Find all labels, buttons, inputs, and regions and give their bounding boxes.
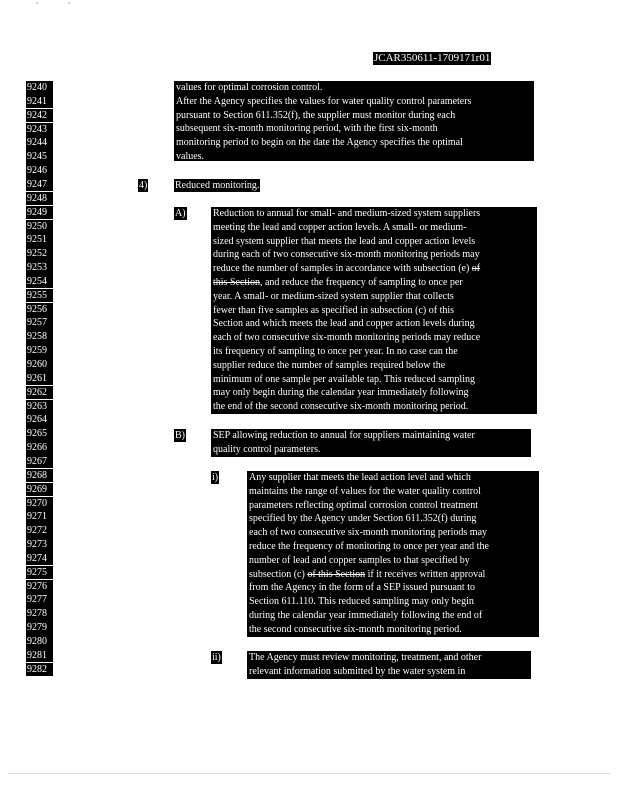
line-number: 9271 bbox=[26, 510, 53, 524]
scan-speck bbox=[68, 2, 70, 4]
line-number: 9258 bbox=[26, 330, 53, 344]
text-line: pursuant to Section 611.352(f), the supplier must monitor during each bbox=[176, 109, 456, 121]
struck-text: this Section bbox=[213, 276, 260, 288]
line-number: 9255 bbox=[26, 289, 53, 303]
text-line bbox=[213, 276, 535, 290]
line-number: 9260 bbox=[26, 358, 53, 372]
line-number: 9277 bbox=[26, 593, 53, 607]
text-line: specified by the Agency under Section 611.352(f) during bbox=[249, 513, 477, 525]
line-number: 9280 bbox=[26, 635, 53, 649]
text-line: relevant information submitted by the water system in bbox=[249, 665, 466, 677]
line-number: 9246 bbox=[26, 164, 53, 178]
paragraph-item-a bbox=[211, 207, 537, 414]
line-number: 9262 bbox=[26, 386, 53, 400]
line-number: 9241 bbox=[26, 95, 53, 109]
text-line bbox=[213, 262, 535, 276]
line-number: 9265 bbox=[26, 427, 53, 441]
item-marker-b-ii: ii) bbox=[212, 652, 221, 663]
text-line: parameters reflecting optimal corrosion control treatment bbox=[249, 499, 479, 511]
line-number: 9281 bbox=[26, 649, 53, 663]
text-segment: reduce the number of samples in accordance with subsection (e) bbox=[213, 263, 472, 275]
text-line: meeting the lead and copper action levels. A small- or medium- bbox=[213, 221, 467, 233]
line-number: 9261 bbox=[26, 372, 53, 386]
line-number: 9268 bbox=[26, 469, 53, 483]
line-number: 9282 bbox=[26, 663, 53, 677]
text-line: After the Agency specifies the values for water quality control parameters bbox=[176, 95, 472, 107]
line-number: 9267 bbox=[26, 455, 53, 469]
item-marker-b: B) bbox=[175, 430, 185, 441]
line-number: 9270 bbox=[26, 497, 53, 511]
paragraph-item-b-ii bbox=[247, 651, 531, 679]
text-line: from the Agency in the form of a SEP issued pursuant to bbox=[249, 582, 475, 594]
document-id: JCAR350611-1709171r01 bbox=[374, 52, 491, 64]
text-segment: , and reduce the frequency of sampling to once per bbox=[259, 276, 463, 288]
line-number: 9274 bbox=[26, 552, 53, 566]
line-number: 9240 bbox=[26, 81, 53, 95]
line-number: 9254 bbox=[26, 275, 53, 289]
page-footer-rule bbox=[8, 773, 610, 774]
text-line: may only begin during the calendar year immediately following bbox=[213, 387, 469, 399]
line-number: 9264 bbox=[26, 413, 53, 427]
line-number: 9256 bbox=[26, 303, 53, 317]
text-segment: subsection (c) bbox=[249, 568, 308, 580]
text-line: fewer than five samples as specified in subsection (c) of this bbox=[213, 304, 455, 316]
text-line: values. bbox=[176, 150, 205, 162]
text-line: Any supplier that meets the lead action level and which bbox=[249, 472, 471, 483]
text-line: Section 611.110. This reduced sampling may only begin bbox=[249, 596, 474, 608]
text-line: sized system supplier that meets the lead and copper action levels bbox=[213, 235, 476, 247]
text-line: year. A small- or medium-sized system supplier that collects bbox=[213, 290, 454, 302]
text-segment: if it receives written approval bbox=[365, 568, 486, 580]
line-number: 9266 bbox=[26, 441, 53, 455]
line-number: 9253 bbox=[26, 261, 53, 275]
line-number: 9278 bbox=[26, 607, 53, 621]
text-line bbox=[249, 568, 537, 582]
text-line: monitoring period to begin on the date the Agency specifies the optimal bbox=[176, 137, 463, 149]
line-number: 9244 bbox=[26, 136, 53, 150]
paragraph-item-b-i bbox=[247, 471, 539, 637]
line-number: 9272 bbox=[26, 524, 53, 538]
text-line: its frequency of sampling to once per year. In no case can the bbox=[213, 345, 458, 357]
text-line: Section and which meets the lead and copper action levels during bbox=[213, 318, 475, 330]
line-number: 9276 bbox=[26, 580, 53, 594]
line-number: 9242 bbox=[26, 109, 53, 123]
text-line: reduce the frequency of monitoring to once per year and the bbox=[249, 540, 489, 552]
paragraph-item-b bbox=[211, 429, 531, 457]
text-line: Reduction to annual for small- and medium-sized system suppliers bbox=[213, 208, 481, 219]
text-line: during each of two consecutive six-month monitoring periods may bbox=[213, 249, 480, 261]
line-number: 9273 bbox=[26, 538, 53, 552]
line-number: 9259 bbox=[26, 344, 53, 358]
text-line: maintains the range of values for the water quality control bbox=[249, 485, 481, 497]
line-number: 9269 bbox=[26, 483, 53, 497]
scan-speck bbox=[36, 2, 38, 4]
item-marker-a: A) bbox=[175, 208, 186, 219]
text-line: the second consecutive six-month monitoring period. bbox=[249, 623, 462, 635]
line-number: 9243 bbox=[26, 123, 53, 137]
paragraph-intro bbox=[174, 81, 534, 161]
text-line: values for optimal corrosion control. bbox=[176, 82, 323, 93]
text-line: subsequent six-month monitoring period, with the first six-month bbox=[176, 123, 438, 135]
line-number: 9245 bbox=[26, 150, 53, 164]
line-number: 9248 bbox=[26, 192, 53, 206]
text-line: each of two consecutive six-month monitoring periods may bbox=[249, 527, 488, 539]
item-marker-4: 4) bbox=[139, 180, 148, 191]
struck-text: of this Section bbox=[307, 568, 366, 580]
text-line: supplier reduce the number of samples required below the bbox=[213, 359, 446, 371]
text-line: each of two consecutive six-month monitoring periods may reduce bbox=[213, 332, 481, 344]
line-number: 9275 bbox=[26, 566, 53, 580]
item-marker-b-i: i) bbox=[212, 472, 219, 483]
struck-text: of bbox=[471, 263, 481, 275]
item-title-reduced-monitoring: Reduced monitoring. bbox=[175, 180, 260, 191]
line-number: 9251 bbox=[26, 233, 53, 247]
line-number: 9250 bbox=[26, 220, 53, 234]
line-number: 9263 bbox=[26, 400, 53, 414]
text-line: number of lead and copper samples to that specified by bbox=[249, 554, 470, 566]
line-number: 9247 bbox=[26, 178, 53, 192]
text-line: The Agency must review monitoring, treatment, and other bbox=[249, 652, 482, 663]
line-number: 9249 bbox=[26, 206, 53, 220]
text-line: quality control parameters. bbox=[213, 443, 321, 455]
line-number: 9257 bbox=[26, 316, 53, 330]
line-number: 9252 bbox=[26, 247, 53, 261]
text-line: during the calendar year immediately following the end of bbox=[249, 609, 483, 621]
text-line: SEP allowing reduction to annual for suppliers maintaining water bbox=[213, 430, 475, 441]
text-line: minimum of one sample per available tap. This reduced sampling bbox=[213, 373, 475, 385]
line-number: 9279 bbox=[26, 621, 53, 635]
text-line: the end of the second consecutive six-month monitoring period. bbox=[213, 401, 469, 413]
